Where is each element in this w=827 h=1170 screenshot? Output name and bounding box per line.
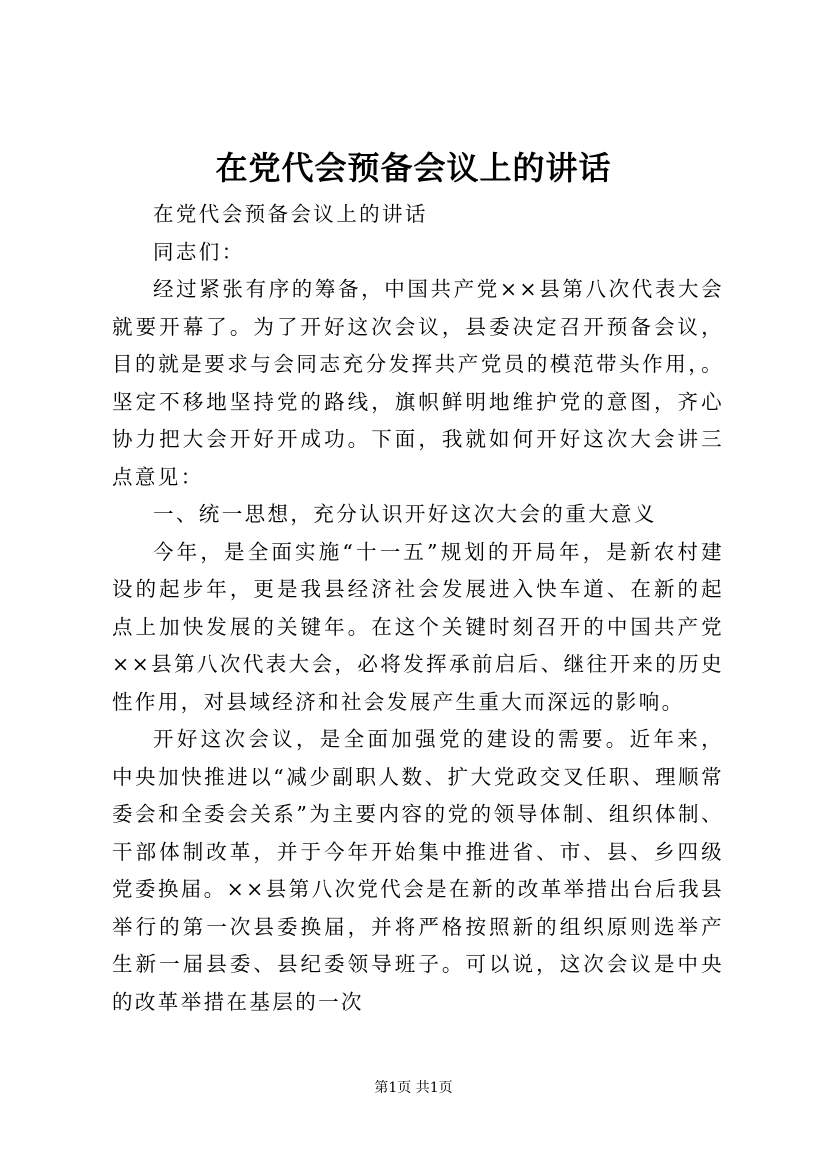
section-heading-1: 一、统一思想，充分认识开好这次大会的重大意义	[153, 502, 657, 526]
paragraph-party-building: 开好这次会议，是全面加强党的建设的需要。近年来，中央加快推进以“减少副职人数、扩大党政交叉任职、理顺常委会和全委会关系”为主要内容的党的领导体制、组织体制、干部体制改革，并于今年开始集中推进省、市、县、乡四级党委换届。××县第八次党代会是在新的改革举措出台后我县举行的第一次县委换届，并将严格按照新的组织原则选举产生新一届县委、县纪委领导班子。可以说，这次会议是中央的改革举措在基层的一次	[112, 727, 724, 1014]
document-title: 在党代会预备会议上的讲话	[215, 149, 612, 187]
page-footer: 第1页 共1页	[374, 1080, 453, 1096]
paragraph-salutation: 同志们：	[153, 239, 245, 264]
document-body	[112, 196, 724, 1021]
paragraph-subtitle: 在党代会预备会议上的讲话	[153, 202, 428, 226]
paragraph-significance: 今年，是全面实施“十一五”规划的开局年，是新农村建设的起步年，更是我县经济社会发展进入快车道、在新的起点上加快发展的关键年。在这个关键时刻召开的中国共产党××县第八次代表大会，必将发挥承前启后、继往开来的历史性作用，对县域经济和社会发展产生重大而深远的影响。	[112, 539, 724, 714]
paragraph-intro: 经过紧张有序的筹备，中国共产党××县第八次代表大会就要开幕了。为了开好这次会议，县委决定召开预备会议，目的就是要求与会同志充分发挥共产党员的模范带头作用，。坚定不移地坚持党的路线，旗帜鲜明地维护党的意图，齐心协力把大会开好开成功。下面，我就如何开好这次大会讲三点意见：	[112, 277, 724, 489]
